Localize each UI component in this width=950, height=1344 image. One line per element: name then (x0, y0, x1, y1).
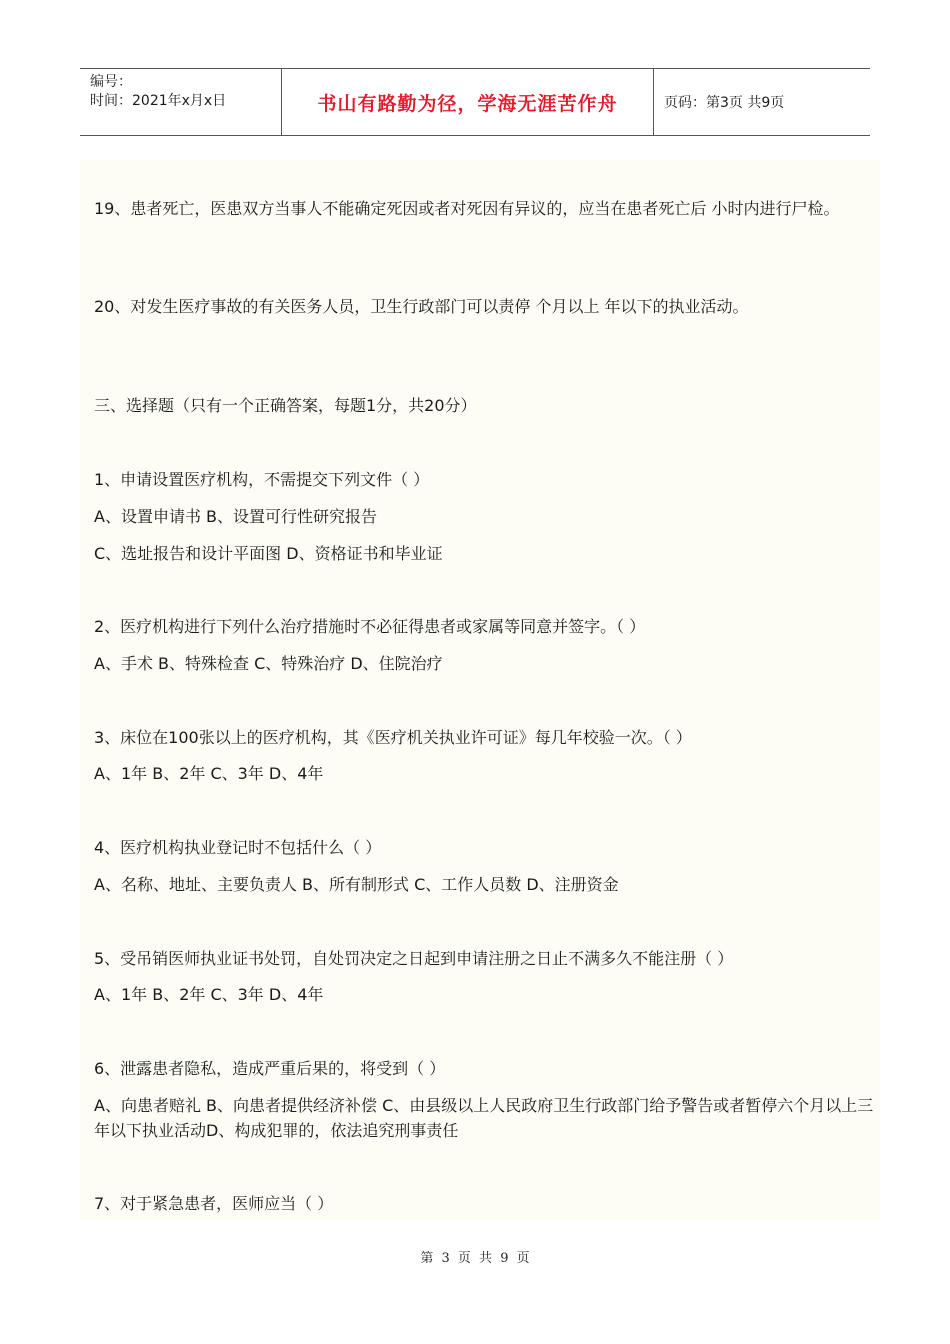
question-3: 3、床位在100张以上的医疗机构，其《医疗机关执业许可证》每几年校验一次。（ ） (94, 728, 692, 747)
header-meta (80, 69, 282, 135)
section-heading: 三、选择题（只有一个正确答案，每题1分，共20分） (94, 396, 477, 415)
page-footer: 第 3 页 共 9 页 (420, 1251, 530, 1266)
question-4-options: A、名称、地址、主要负责人 B、所有制形式 C、工作人员数 D、注册资金 (94, 875, 619, 894)
header-page-cell (654, 69, 870, 135)
page-header (80, 68, 870, 136)
question-1-options-c: C、选址报告和设计平面图 D、资格证书和毕业证 (94, 544, 443, 563)
question-7: 7、对于紧急患者，医师应当（ ） (94, 1194, 334, 1213)
document-body (80, 160, 880, 1220)
question-6: 6、泄露患者隐私，造成严重后果的，将受到（ ） (94, 1059, 446, 1078)
page-code: 页码：第3页 共9页 (664, 95, 785, 111)
question-6-options: A、向患者赔礼 B、向患者提供经济补偿 C、由县级以上人民政府卫生行政部门给予警告或者暂停六个月以上三年以下执业活动D、构成犯罪的，依法追究刑事责任 (94, 1096, 874, 1140)
question-1-options-a: A、设置申请书 B、设置可行性研究报告 (94, 507, 378, 526)
question-1: 1、申请设置医疗机构，不需提交下列文件（ ） (94, 470, 430, 489)
number-label: 编号： (90, 74, 132, 90)
time-label: 时间：2021年x月x日 (90, 93, 227, 109)
question-4: 4、医疗机构执业登记时不包括什么（ ） (94, 838, 382, 857)
question-19: 19、患者死亡，医患双方当事人不能确定死因或者对死因有异议的，应当在患者死亡后 小时内进行尸检。 (94, 199, 840, 218)
question-2: 2、医疗机构进行下列什么治疗措施时不必征得患者或家属等同意并签字。（ ） (94, 617, 646, 636)
motto: 书山有路勤为径，学海无涯苦作舟 (317, 92, 618, 115)
question-2-options: A、手术 B、特殊检查 C、特殊治疗 D、住院治疗 (94, 654, 443, 673)
question-20: 20、对发生医疗事故的有关医务人员，卫生行政部门可以责停 个月以上 年以下的执业活动。 (94, 297, 749, 316)
header-motto-cell (282, 69, 654, 135)
question-3-options: A、1年 B、2年 C、3年 D、4年 (94, 764, 324, 783)
question-5-options: A、1年 B、2年 C、3年 D、4年 (94, 985, 324, 1004)
question-5: 5、受吊销医师执业证书处罚，自处罚决定之日起到申请注册之日止不满多久不能注册（ ） (94, 949, 734, 968)
